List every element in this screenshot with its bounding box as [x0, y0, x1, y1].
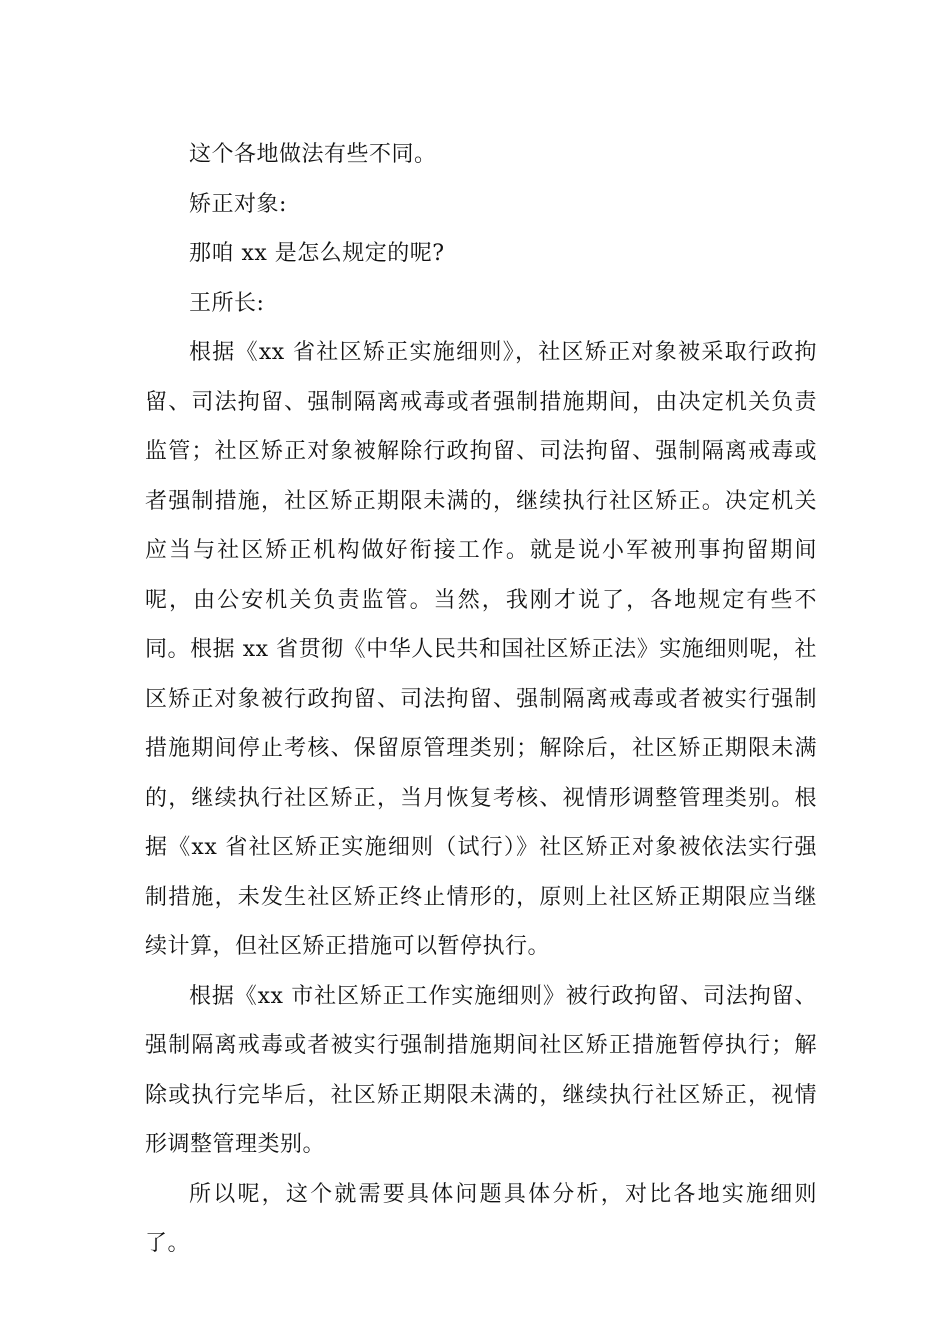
document-body	[145, 130, 817, 1269]
speaker-label-client: 矫正对象:	[189, 191, 287, 217]
paragraph-question: 那咱 xx 是怎么规定的呢?	[189, 241, 445, 266]
paragraph-statement: 这个各地做法有些不同。	[189, 142, 437, 167]
speaker-label-director: 王所长:	[189, 290, 265, 316]
paragraph-regulation-city: 根据《xx 市社区矫正工作实施细则》被行政拘留、司法拘留、强制隔离戒毒或者被实行强制措施期间社区矫正措施暂停执行；解除或执行完毕后，社区矫正期限未满的，继续执行社区矫正，视情形调整管理类别。	[145, 983, 817, 1157]
paragraph-regulation-provincial: 根据《xx 省社区矫正实施细则》，社区矫正对象被采取行政拘留、司法拘留、强制隔离戒毒或者强制措施期间，由决定机关负责监管；社区矫正对象被解除行政拘留、司法拘留、强制隔离戒毒或者强制措施，社区矫正期限未满的，继续执行社区矫正。决定机关应当与社区矫正机构做好衔接工作。就是说小军被刑事拘留期间呢，由公安机关负责监管。当然，我刚才说了，各地规定有些不同。根据 xx 省贯彻《中华人民共和国社区矫正法》实施细则呢，社区矫正对象被行政拘留、司法拘留、强制隔离戒毒或者被实行强制措施期间停止考核、保留原管理类别；解除后，社区矫正期限未满的，继续执行社区矫正，当月恢复考核、视情形调整管理类别。根据《xx 省社区矫正实施细则（试行）》社区矫正对象被依法实行强制措施，未发生社区矫正终止情形的，原则上社区矫正期限应当继续计算，但社区矫正措施可以暂停执行。	[145, 340, 817, 959]
paragraph-conclusion: 所以呢，这个就需要具体问题具体分析，对比各地实施细则了。	[145, 1181, 817, 1256]
